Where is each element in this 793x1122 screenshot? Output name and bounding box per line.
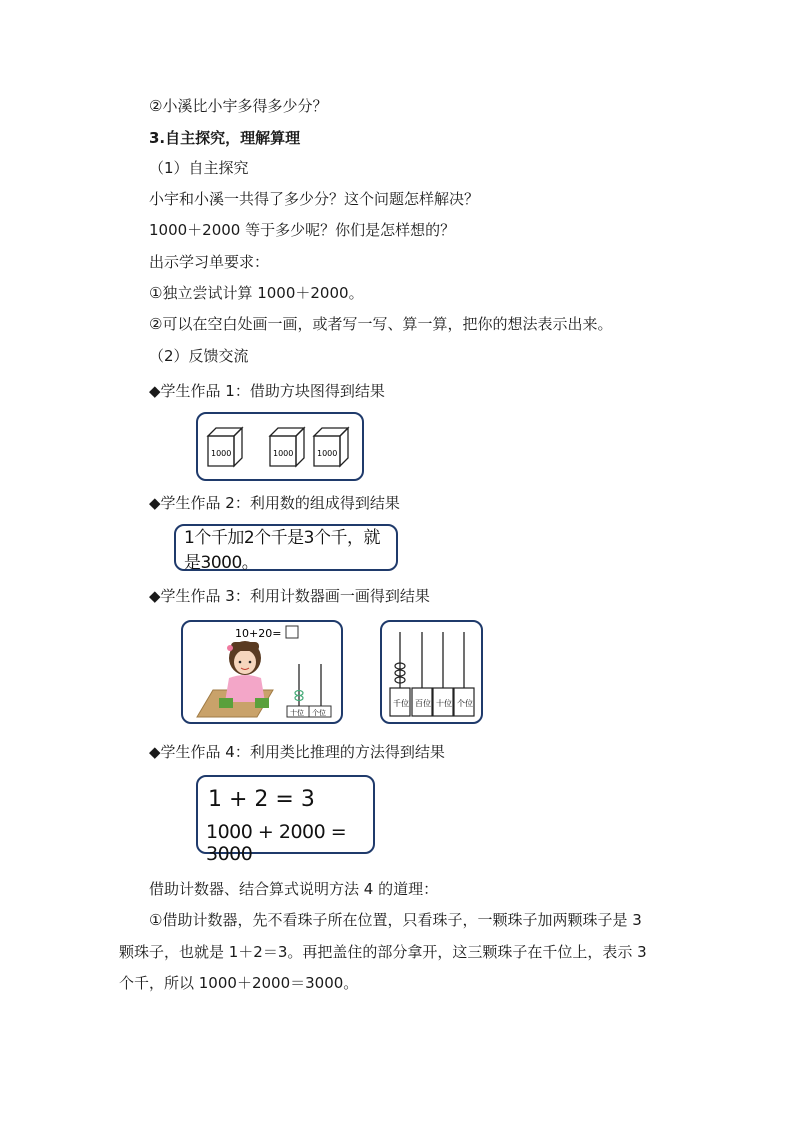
girl-figure xyxy=(219,641,269,708)
requirement-2: ②可以在空白处画一画，或者写一写、算一算，把你的想法表示出来。 xyxy=(149,315,613,333)
work-4-line-1: 1 + 2 = 3 xyxy=(208,787,315,812)
requirement-1: ①独立尝试计算 1000＋2000。 xyxy=(149,284,364,302)
subsection-1-heading: （1）自主探究 xyxy=(149,159,249,177)
explanation-line-2: 颗珠子，也就是 1＋2＝3。再把盖住的部分拿开，这三颗珠子在千位上，表示 3 xyxy=(119,943,647,961)
paragraph-worksheet: 出示学习单要求： xyxy=(149,253,270,271)
cube-3-label: 1000 xyxy=(317,449,338,458)
left-label-tens: 十位 xyxy=(290,709,304,717)
label-tens: 十位 xyxy=(436,699,452,708)
work-1-cube-diagram xyxy=(196,412,364,481)
label-hundreds: 百位 xyxy=(415,699,431,708)
paragraph-how: 1000＋2000 等于多少呢？你们是怎样想的？ xyxy=(149,221,456,239)
section-3-heading: 3.自主探究，理解算理 xyxy=(149,129,301,147)
work-3-title: ◆学生作品 3：利用计数器画一画得到结果 xyxy=(149,587,430,605)
cube-3-icon xyxy=(314,428,348,466)
left-label-ones: 个位 xyxy=(312,709,326,717)
cube-1-icon xyxy=(208,428,242,466)
work-3-right-abacus-box xyxy=(380,620,483,724)
label-ones: 个位 xyxy=(457,699,473,708)
explanation-line-3: 个千，所以 1000＋2000＝3000。 xyxy=(119,974,359,992)
cube-2-icon xyxy=(270,428,304,466)
equation-text: 10+20= xyxy=(235,627,282,640)
work-4-title: ◆学生作品 4：利用类比推理的方法得到结果 xyxy=(149,743,445,761)
explanation-intro: 借助计数器、结合算式说明方法 4 的道理： xyxy=(149,880,439,898)
work-1-title: ◆学生作品 1：借助方块图得到结果 xyxy=(149,382,385,400)
work-2-title: ◆学生作品 2：利用数的组成得到结果 xyxy=(149,494,400,512)
cube-1-label: 1000 xyxy=(211,449,232,458)
work-2-handwriting: 1个千加2个千是3个千，就是3000。 xyxy=(184,527,380,573)
girl-abacus-illustration xyxy=(183,622,341,722)
cube-drawing xyxy=(198,414,362,479)
work-3-left-abacus-box xyxy=(181,620,343,724)
cube-2-label: 1000 xyxy=(273,449,294,458)
subsection-2-heading: （2）反馈交流 xyxy=(149,347,249,365)
question-2: ②小溪比小宇多得多少分？ xyxy=(149,97,328,115)
paragraph-question: 小宇和小溪一共得了多少分？这个问题怎样解决？ xyxy=(149,190,480,208)
work-4-line-2: 1000 + 2000 = 3000 xyxy=(206,821,347,865)
explanation-line-1: ①借助计数器，先不看珠子所在位置，只看珠子，一颗珠子加两颗珠子是 3 xyxy=(149,911,642,929)
answer-box xyxy=(286,626,298,638)
counter-abacus xyxy=(382,622,481,722)
label-thousands: 千位 xyxy=(393,699,409,708)
work-2-handwriting-box xyxy=(174,524,398,571)
work-4-analogy-box xyxy=(196,775,375,865)
small-abacus xyxy=(287,664,331,717)
